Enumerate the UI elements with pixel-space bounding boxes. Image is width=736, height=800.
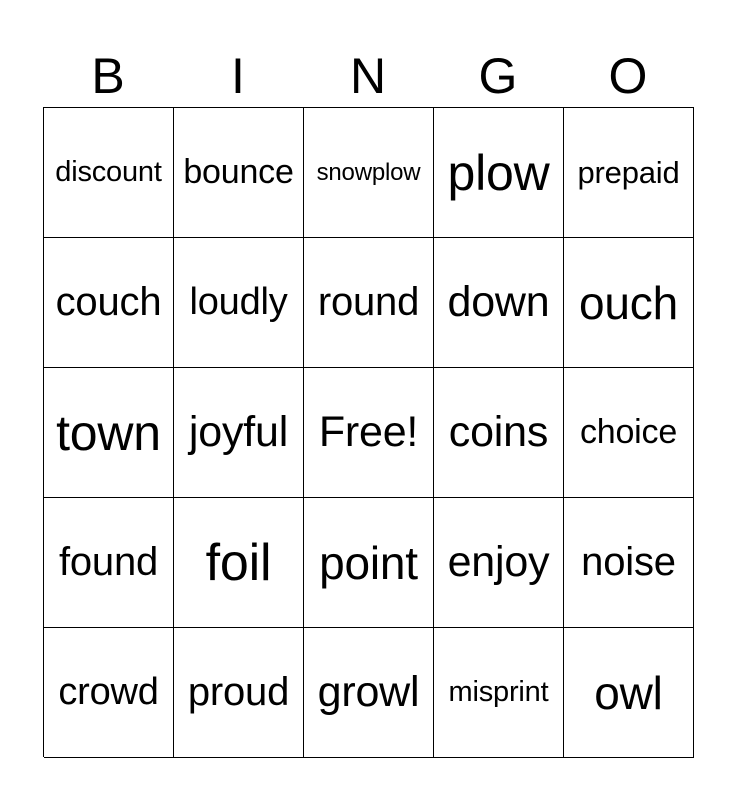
header-letter-g: G xyxy=(478,48,518,104)
bingo-grid xyxy=(43,107,694,757)
bingo-cell[interactable]: enjoy xyxy=(434,498,564,628)
bingo-cell[interactable]: found xyxy=(44,498,174,628)
bingo-cell[interactable]: point xyxy=(304,498,434,628)
bingo-cell[interactable]: loudly xyxy=(174,238,304,368)
bingo-cell[interactable]: bounce xyxy=(174,108,304,238)
bingo-cell[interactable]: town xyxy=(44,368,174,498)
bingo-cell[interactable]: crowd xyxy=(44,628,174,758)
bingo-cell[interactable]: growl xyxy=(304,628,434,758)
header-letter-n: N xyxy=(349,48,387,104)
bingo-cell[interactable]: down xyxy=(434,238,564,368)
bingo-cell[interactable]: choice xyxy=(564,368,694,498)
bingo-header xyxy=(43,46,693,106)
bingo-cell[interactable]: owl xyxy=(564,628,694,758)
bingo-cell[interactable]: prepaid xyxy=(564,108,694,238)
bingo-cell[interactable]: joyful xyxy=(174,368,304,498)
bingo-cell[interactable]: proud xyxy=(174,628,304,758)
bingo-cell[interactable]: ouch xyxy=(564,238,694,368)
bingo-cell[interactable]: round xyxy=(304,238,434,368)
bingo-cell[interactable]: noise xyxy=(564,498,694,628)
bingo-cell[interactable]: snowplow xyxy=(304,108,434,238)
bingo-cell[interactable]: foil xyxy=(174,498,304,628)
bingo-cell-free[interactable]: Free! xyxy=(304,368,434,498)
bingo-cell[interactable]: couch xyxy=(44,238,174,368)
bingo-cell[interactable]: discount xyxy=(44,108,174,238)
bingo-cell[interactable]: plow xyxy=(434,108,564,238)
header-letter-i: I xyxy=(231,48,245,104)
bingo-cell[interactable]: coins xyxy=(434,368,564,498)
header-letter-b: B xyxy=(91,48,125,104)
header-letter-o: O xyxy=(608,48,648,104)
bingo-cell[interactable]: misprint xyxy=(434,628,564,758)
